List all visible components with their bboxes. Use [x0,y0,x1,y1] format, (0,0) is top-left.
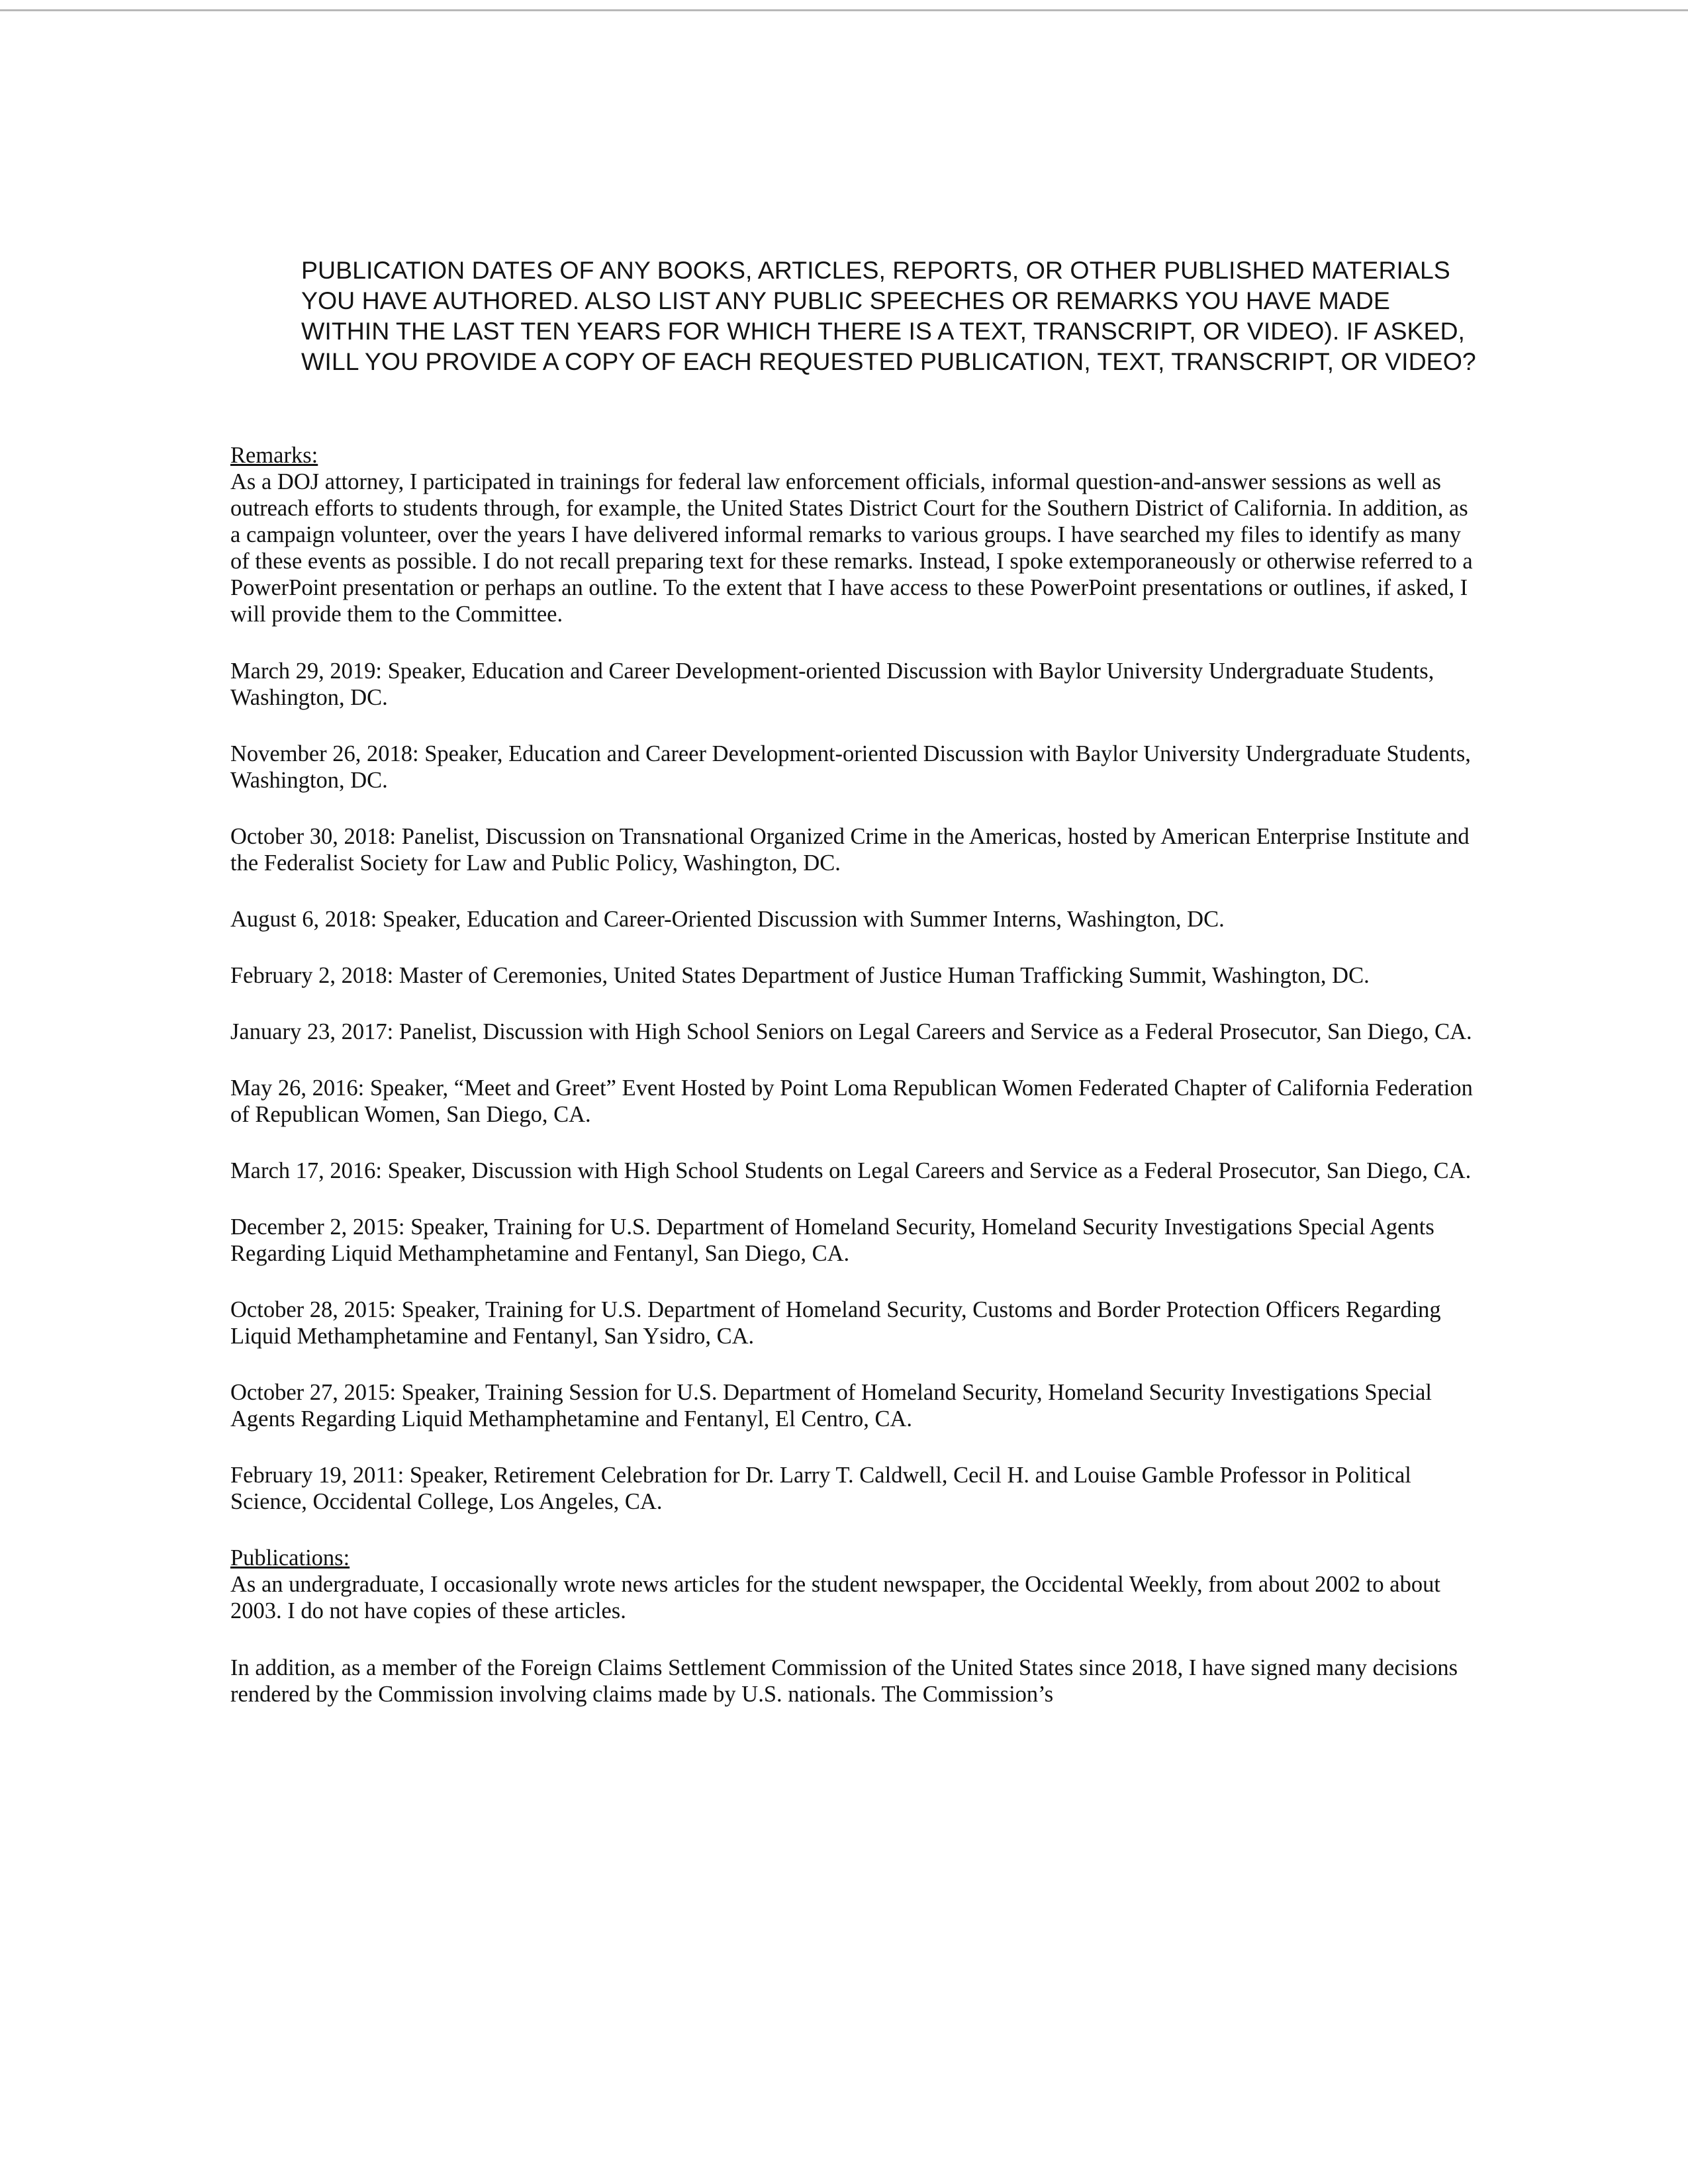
remarks-entry: March 29, 2019: Speaker, Education and Career Development-oriented Discussion with Baylor University Undergraduate Students, Washington, DC. [230,659,1434,710]
remarks-entry: January 23, 2017: Panelist, Discussion with High School Seniors on Legal Careers and Service as a Federal Prosecutor, San Diego, CA. [230,1019,1472,1044]
publications-paragraph: In addition, as a member of the Foreign Claims Settlement Commission of the United States since 2018, I have signed many decisions rendered by the Commission involving claims made by U.S. nationals. The Commission’s [230,1655,1458,1707]
remarks-entry: May 26, 2016: Speaker, “Meet and Greet” Event Hosted by Point Loma Republican Women Federated Chapter of California Federation of Republican Women, San Diego, CA. [230,1075,1473,1127]
remarks-entry: February 2, 2018: Master of Ceremonies, United States Department of Justice Human Trafficking Summit, Washington, DC. [230,963,1370,988]
remarks-entry: February 19, 2011: Speaker, Retirement Celebration for Dr. Larry T. Caldwell, Cecil H. and Louise Gamble Professor in Political Science, Occidental College, Los Angeles, CA. [230,1463,1411,1514]
remarks-entry: August 6, 2018: Speaker, Education and Career-Oriented Discussion with Summer Interns, Washington, DC. [230,907,1225,932]
remarks-entry: October 30, 2018: Panelist, Discussion on Transnational Organized Crime in the Americas, hosted by American Enterprise Institute and the Federalist Society for Law and Public Policy, Washington, DC. [230,824,1470,876]
publications-paragraph: As an undergraduate, I occasionally wrote news articles for the student newspaper, the Occidental Weekly, from about 2002 to about 2003. I do not have copies of these articles. [230,1572,1440,1623]
remarks-intro: As a DOJ attorney, I participated in trainings for federal law enforcement officials, informal question-and-answer sessions as well as outreach efforts to students through, for example, the United States District Court for the Southern District of California. In addition, as a campaign volunteer, over the years I have delivered informal remarks to various groups. I have searched my files to identify as many of these events as possible. I do not recall preparing text for these remarks. Instead, I spoke extemporaneously or otherwise referred to a PowerPoint presentation or perhaps an outline. To the extent that I have access to these PowerPoint presentations or outlines, if asked, I will provide them to the Committee. [230,469,1473,627]
remarks-entry: March 17, 2016: Speaker, Discussion with High School Students on Legal Careers and Service as a Federal Prosecutor, San Diego, CA. [230,1158,1472,1183]
publications-heading: Publications: [230,1545,350,1570]
remarks-entry: October 27, 2015: Speaker, Training Session for U.S. Department of Homeland Security, Homeland Security Investigations Special Agents Regarding Liquid Methamphetamine and Fentanyl, El Centro, CA. [230,1380,1432,1432]
question-text: PUBLICATION DATES OF ANY BOOKS, ARTICLES, REPORTS, OR OTHER PUBLISHED MATERIALS YOU HAVE AUTHORED. ALSO LIST ANY PUBLIC SPEECHES OR REMARKS YOU HAVE MADE WITHIN THE LAST TEN YEARS FOR WHICH THERE IS A TEXT, TRANSCRIPT, OR VIDEO). IF ASKED, WILL YOU PROVIDE A COPY OF EACH REQUESTED PUBLICATION, TEXT, TRANSCRIPT, OR VIDEO? [301,256,1476,375]
remarks-entry: October 28, 2015: Speaker, Training for U.S. Department of Homeland Security, Customs and Border Protection Officers Regarding Liquid Methamphetamine and Fentanyl, San Ysidro, CA. [230,1297,1441,1349]
page-top-rule [0,9,1688,11]
remarks-entry: November 26, 2018: Speaker, Education and Career Development-oriented Discussion with Baylor University Undergraduate Students, Washington, DC. [230,741,1471,793]
remarks-heading: Remarks: [230,443,318,468]
document-body [230,442,1475,1738]
remarks-entry: December 2, 2015: Speaker, Training for U.S. Department of Homeland Security, Homeland Security Investigations Special Agents Regarding Liquid Methamphetamine and Fentanyl, San Diego, CA. [230,1214,1434,1266]
